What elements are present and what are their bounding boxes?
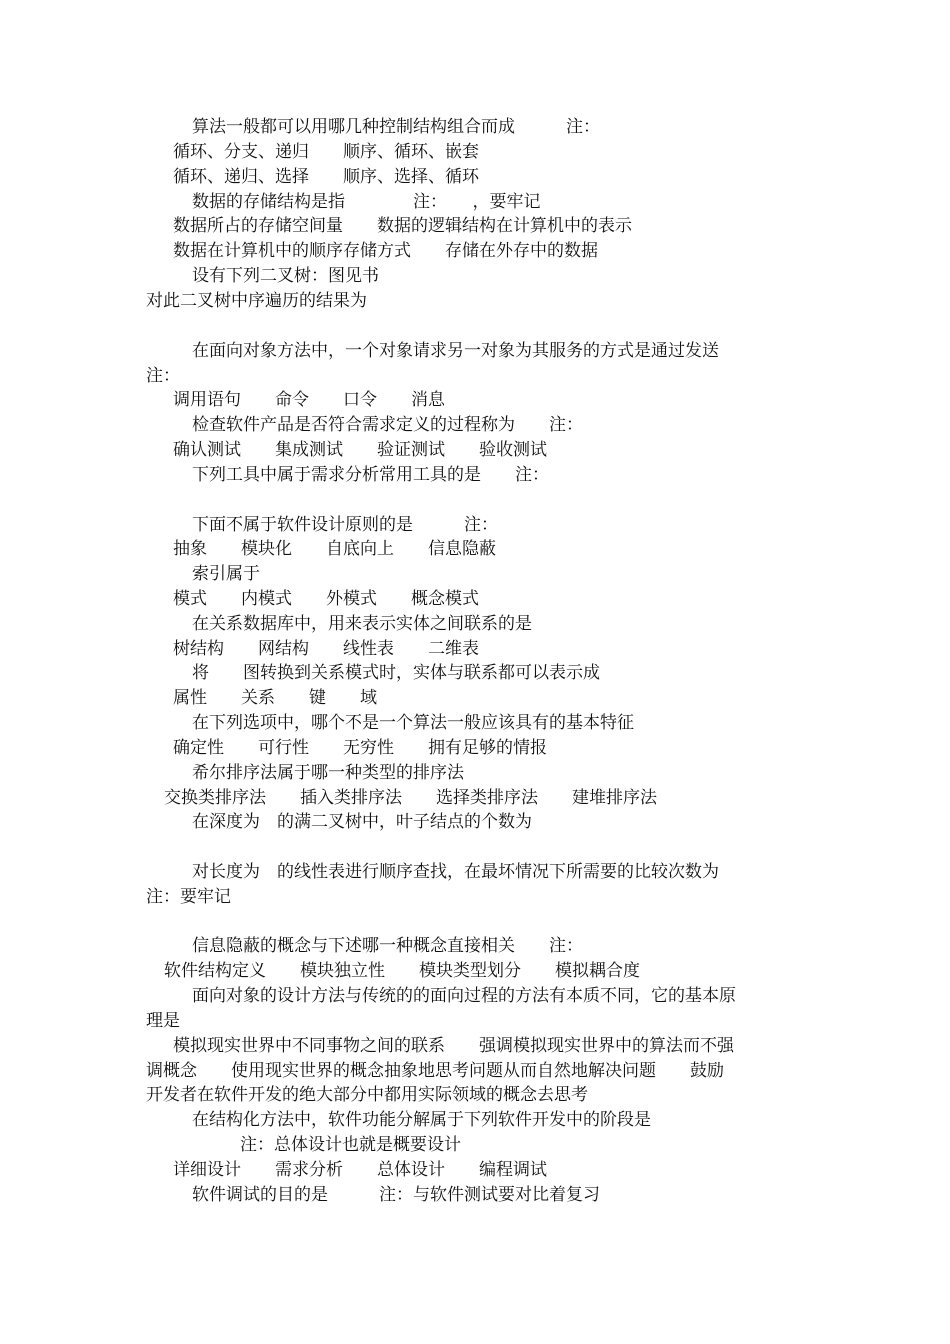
- question-2: 数据的存储结构是指 注： ，要牢记: [192, 192, 541, 212]
- question-3: 设有下列二叉树：图见书: [192, 266, 379, 286]
- options-line: 开发者在软件开发的绝大部分中都用实际领域的概念去思考: [146, 1085, 588, 1105]
- options-line: 详细设计 需求分析 总体设计 编程调试: [173, 1160, 547, 1180]
- question-line: 对此二叉树中序遍历的结果为: [146, 291, 367, 311]
- question-18: 软件调试的目的是 注：与软件测试要对比着复习: [192, 1185, 600, 1205]
- note-line: 注：总体设计也就是概要设计: [240, 1135, 461, 1155]
- question-10: 将 图转换到关系模式时，实体与联系都可以表示成: [192, 663, 600, 683]
- question-7: 下面不属于软件设计原则的是 注：: [192, 515, 498, 535]
- options-line: 调概念 使用现实世界的概念抽象地思考问题从而自然地解决问题 鼓励: [146, 1061, 724, 1081]
- options-line: 数据所占的存储空间量 数据的逻辑结构在计算机中的表示: [173, 216, 632, 236]
- options-line: 属性 关系 键 域: [173, 688, 377, 708]
- question-13: 在深度为 的满二叉树中，叶子结点的个数为: [192, 812, 532, 832]
- note-line: 注：: [146, 366, 180, 386]
- question-11: 在下列选项中，哪个不是一个算法一般应该具有的基本特征: [192, 713, 634, 733]
- question-line: 理是: [146, 1011, 180, 1031]
- options-line: 模拟现实世界中不同事物之间的联系 强调模拟现实世界中的算法而不强: [173, 1036, 734, 1056]
- options-line: 确认测试 集成测试 验证测试 验收测试: [173, 440, 547, 460]
- question-15: 信息隐蔽的概念与下述哪一种概念直接相关 注：: [192, 936, 583, 956]
- question-14: 对长度为 的线性表进行顺序查找，在最坏情况下所需要的比较次数为: [192, 862, 719, 882]
- question-9: 在关系数据库中，用来表示实体之间联系的是: [192, 614, 532, 634]
- question-6: 下列工具中属于需求分析常用工具的是 注：: [192, 465, 549, 485]
- options-line: 模式 内模式 外模式 概念模式: [173, 589, 479, 609]
- options-line: 软件结构定义 模块独立性 模块类型划分 模拟耦合度: [164, 961, 640, 981]
- question-1: 算法一般都可以用哪几种控制结构组合而成 注：: [192, 117, 600, 137]
- question-5: 检查软件产品是否符合需求定义的过程称为 注：: [192, 415, 583, 435]
- note-line: 注：要牢记: [146, 887, 231, 907]
- options-line: 循环、递归、选择 顺序、选择、循环: [173, 167, 479, 187]
- question-8: 索引属于: [192, 564, 260, 584]
- options-line: 数据在计算机中的顺序存储方式 存储在外存中的数据: [173, 241, 598, 261]
- options-line: 抽象 模块化 自底向上 信息隐蔽: [173, 539, 496, 559]
- question-16: 面向对象的设计方法与传统的的面向过程的方法有本质不同，它的基本原: [192, 986, 736, 1006]
- question-12: 希尔排序法属于哪一种类型的排序法: [192, 763, 464, 783]
- options-line: 树结构 网结构 线性表 二维表: [173, 639, 479, 659]
- options-line: 调用语句 命令 口令 消息: [173, 390, 445, 410]
- options-line: 确定性 可行性 无穷性 拥有足够的情报: [173, 738, 547, 758]
- options-line: 交换类排序法 插入类排序法 选择类排序法 建堆排序法: [164, 788, 657, 808]
- question-17: 在结构化方法中，软件功能分解属于下列软件开发中的阶段是: [192, 1110, 651, 1130]
- options-line: 循环、分支、递归 顺序、循环、嵌套: [173, 142, 479, 162]
- question-4: 在面向对象方法中，一个对象请求另一对象为其服务的方式是通过发送: [192, 341, 719, 361]
